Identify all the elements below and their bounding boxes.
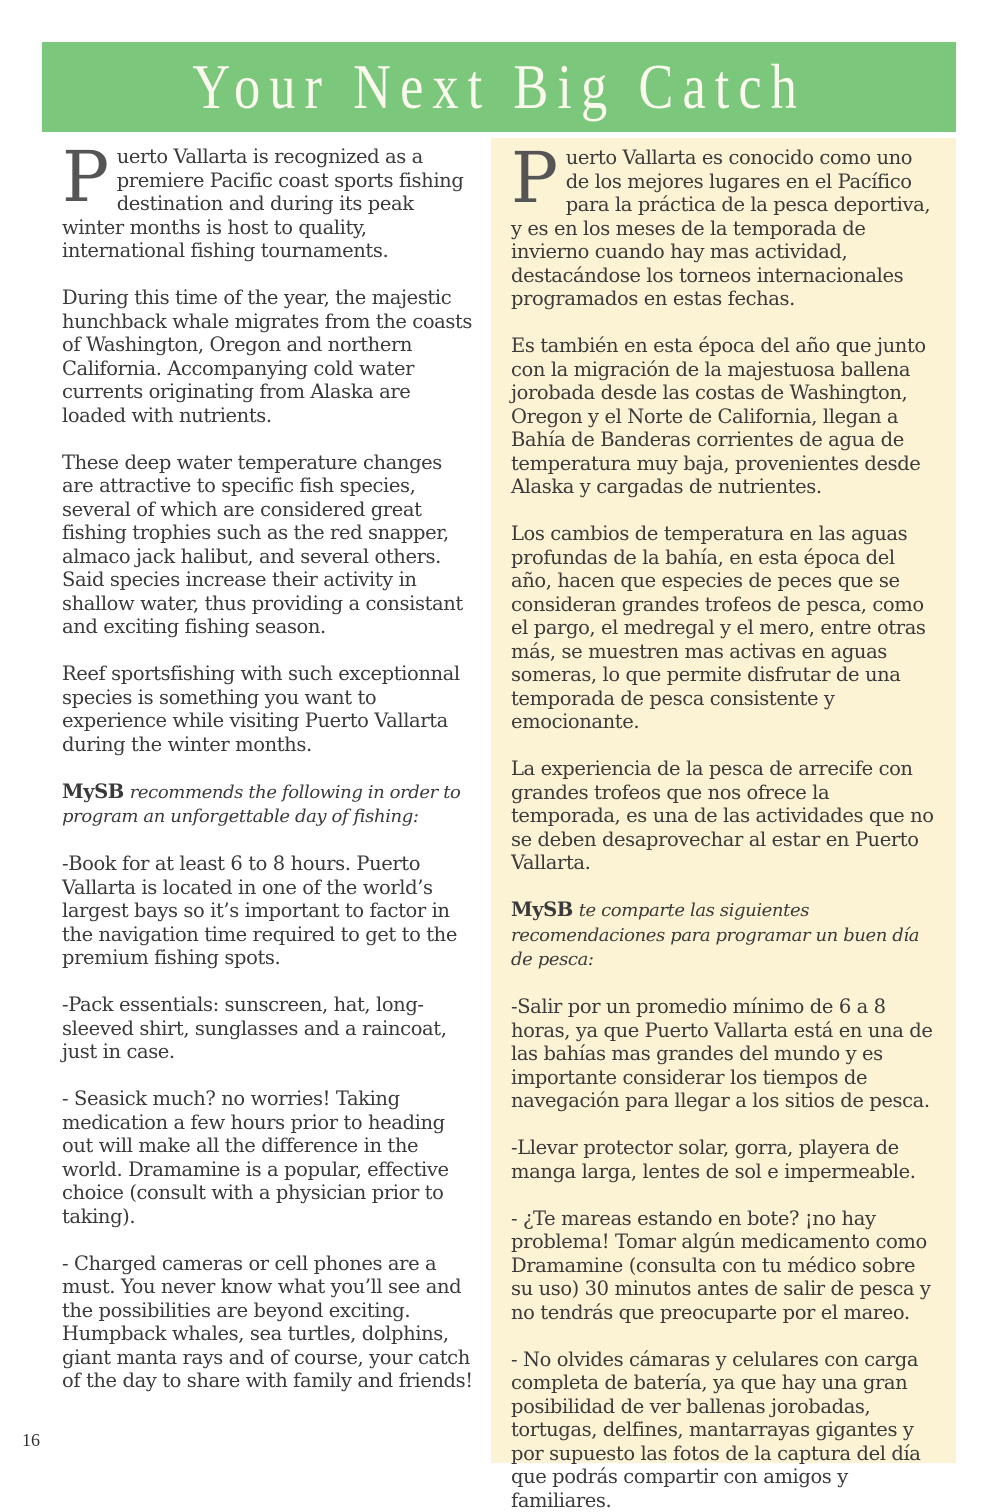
- english-tip-1: -Book for at least 6 to 8 hours. Puerto Vallarta is located in one of the world’s largest bays so it’s important to factor in the navigation time required to get to the premium fishing spots.: [62, 852, 474, 970]
- spanish-intro-text: uerto Vallarta es conocido como uno de los mejores lugares en el Pacífico para la práctica de la pesca deportiva, y es en los meses de la temporada de invierno cuando hay mas actividad, destacándose los torneos internacionales programados en estas fechas.: [511, 146, 930, 310]
- english-tip-3: - Seasick much? no worries! Taking medication a few hours prior to heading out will make all the difference in the world. Dramamine is a popular, effective choice (consult with a physician prior to taking).: [62, 1087, 474, 1228]
- spanish-column: [491, 138, 956, 1463]
- title-banner: [42, 42, 956, 132]
- brand-name: MySB: [511, 898, 573, 921]
- english-paragraph-4: Reef sportsfishing with such exceptionnal species is something you want to experience while visiting Puerto Vallarta during the winter months.: [62, 662, 474, 756]
- english-tip-4: - Charged cameras or cell phones are a must. You never know what you’ll see and the possibilities are beyond exciting. Humpback whales, sea turtles, dolphins, giant manta rays and of course, your catch of the day to share with family and friends!: [62, 1252, 474, 1393]
- spanish-recommendation: [511, 898, 938, 972]
- brand-name: MySB: [62, 780, 124, 803]
- page-number: 16: [22, 1430, 40, 1451]
- english-paragraph-2: During this time of the year, the majestic hunchback whale migrates from the coasts of Washington, Oregon and northern California. Accompanying cold water currents originating from Alaska are loaded with nutrients.: [62, 286, 474, 427]
- spanish-tip-3: - ¿Te mareas estando en bote? ¡no hay problema! Tomar algún medicamento como Dramamine (consulta con tu médico sobre su uso) 30 minutos antes de salir de pesca y no tendrás que preocuparte por el mareo.: [511, 1207, 938, 1325]
- page-title: Your Next Big Catch: [192, 50, 806, 124]
- spanish-tip-4: - No olvides cámaras y celulares con carga completa de batería, ya que hay una gran posibilidad de ver ballenas jorobadas, tortugas, delfines, mantarrayas gigantes y por supuesto las fotos de la captura del día que podrás compartir con amigos y familiares.: [511, 1348, 938, 1512]
- spanish-paragraph-3: Los cambios de temperatura en las aguas profundas de la bahía, en esta época del año, hacen que especies de peces que se consideran grandes trofeos de pesca, como el pargo, el medregal y el mero, entre otras más, se muestren mas activas en aguas someras, lo que permite disfrutar de una temporada de pesca consistente y emocionante.: [511, 522, 938, 734]
- spanish-paragraph-2: Es también en esta época del año que junto con la migración de la majestuosa ballena jorobada desde las costas de Washington, Oregon y el Norte de California, llegan a Bahía de Banderas corrientes de agua de temperatura muy baja, provenientes desde Alaska y cargadas de nutrientes.: [511, 334, 938, 499]
- spanish-intro-paragraph: [511, 146, 938, 311]
- spanish-paragraph-4: La experiencia de la pesca de arrecife con grandes trofeos que nos ofrece la temporada, es una de las actividades que no se deben desaprovechar al estar en Puerto Vallarta.: [511, 757, 938, 875]
- english-recommendation-text: recommends the following in order to program an unforgettable day of fishing:: [62, 782, 460, 828]
- english-column: [62, 145, 474, 1416]
- english-paragraph-3: These deep water temperature changes are attractive to specific fish species, several of which are considered great fishing trophies such as the red snapper, almaco jack halibut, and several others. Said species increase their activity in shallow water, thus providing a consistant and exciting fishing season.: [62, 451, 474, 639]
- drop-cap: P: [62, 149, 109, 205]
- english-intro-text: uerto Vallarta is recognized as a premiere Pacific coast sports fishing destination and during its peak winter months is host to quality, international fishing tournaments.: [62, 145, 463, 262]
- english-intro-paragraph: [62, 145, 474, 263]
- spanish-tip-2: -Llevar protector solar, gorra, playera de manga larga, lentes de sol e impermeable.: [511, 1136, 938, 1183]
- english-tip-2: -Pack essentials: sunscreen, hat, long-sleeved shirt, sunglasses and a raincoat, just in case.: [62, 993, 474, 1064]
- english-recommendation: [62, 780, 474, 829]
- spanish-tip-1: -Salir por un promedio mínimo de 6 a 8 horas, ya que Puerto Vallarta está en una de las bahías mas grandes del mundo y es importante considerar los tiempos de navegación para llegar a los sitios de pesca.: [511, 995, 938, 1113]
- spanish-recommendation-text: te comparte las siguientes recomendaciones para programar un buen día de pesca:: [511, 900, 919, 970]
- drop-cap: P: [511, 150, 558, 206]
